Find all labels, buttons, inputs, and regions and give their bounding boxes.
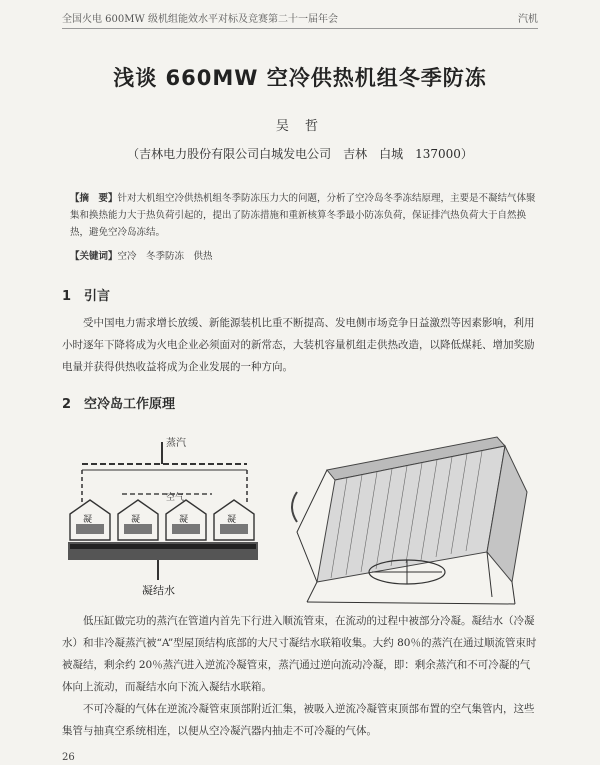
- section-1-number: 1: [62, 289, 72, 304]
- section-1-paragraph: 受中国电力需求增长放缓、新能源装机比重不断提高、发电侧市场竞争日益激烈等因素影响，利用小时逐年下降将成为火电企业必须面对的新常态，大装机容量机组走供热改造，以降低煤耗、增加奖励电量并获得供热收益将成为企业发展的一种方向。: [62, 317, 535, 373]
- running-header-right: 汽机: [518, 14, 538, 25]
- running-header-left: 全国火电 600MW 级机组能效水平对标及竞赛第二十一届年会: [62, 14, 338, 25]
- figure-air-cooling-island: [62, 432, 542, 607]
- keywords: [70, 248, 213, 262]
- affiliation: （吉林电力股份有限公司白城发电公司 吉林 白城 137000）: [127, 147, 473, 161]
- abstract: [70, 190, 542, 241]
- running-header: [62, 10, 538, 29]
- schematic-diagram: [62, 432, 277, 602]
- paper-title: 浅谈 660MW 空冷供热机组冬季防冻: [113, 66, 487, 90]
- body-paragraph-2: 不可冷凝的气体在逆流冷凝管束顶部附近汇集，被吸入逆流冷凝管束顶部布置的空气集管内，这些集管与抽真空系统相连，以便从空冷凝汽器内抽走不可冷凝的气体。: [62, 703, 535, 737]
- page-number: 26: [62, 752, 75, 763]
- unit-label: 凝: [131, 515, 141, 525]
- keywords-label: 【关键词】: [70, 251, 118, 262]
- unit-label: 凝: [179, 515, 189, 525]
- unit-label: 凝: [83, 515, 93, 525]
- condensate-label: 凝结水: [142, 584, 175, 597]
- abstract-text: 针对大机组空冷供热机组冬季防冻压力大的问题，分析了空冷岛冬季冻结原理，主要是不凝结气体聚集和换热能力大于热负荷引起的，提出了防冻措施和重新核算冬季最小防冻负荷，保证排汽热负荷大于自然换热，避免空冷岛冻结。: [70, 193, 536, 238]
- section-1-title: 引言: [84, 289, 111, 304]
- air-cooled-condenser-illustration: [287, 432, 537, 607]
- author: 吴 哲: [275, 119, 325, 134]
- section-2-number: 2: [62, 397, 72, 412]
- unit-label: 凝: [227, 515, 237, 525]
- air-label: 空气: [166, 493, 185, 503]
- body-paragraph-1: 低压缸做完功的蒸汽在管道内首先下行进入顺流管束，在流动的过程中被部分冷凝。凝结水（冷凝水）和非冷凝蒸汽被“A”型屋顶结构底部的大尺寸凝结水联箱收集。大约 80％的蒸汽在通过顺流管束时被凝结，剩余约 20％蒸汽进入逆流冷凝管束，蒸汽通过逆向流动冷凝，即：剩余蒸汽和不可冷凝的气体向上流动，而凝结水向下流入凝结水联箱。: [62, 615, 537, 693]
- steam-label: 蒸汽: [166, 438, 186, 449]
- section-1-heading: [62, 285, 110, 304]
- section-2-title: 空冷岛工作原理: [84, 397, 176, 412]
- section-2-heading: [62, 393, 175, 412]
- keywords-text: 空冷 冬季防冻 供热: [117, 251, 213, 262]
- abstract-label: 【摘 要】: [70, 193, 118, 204]
